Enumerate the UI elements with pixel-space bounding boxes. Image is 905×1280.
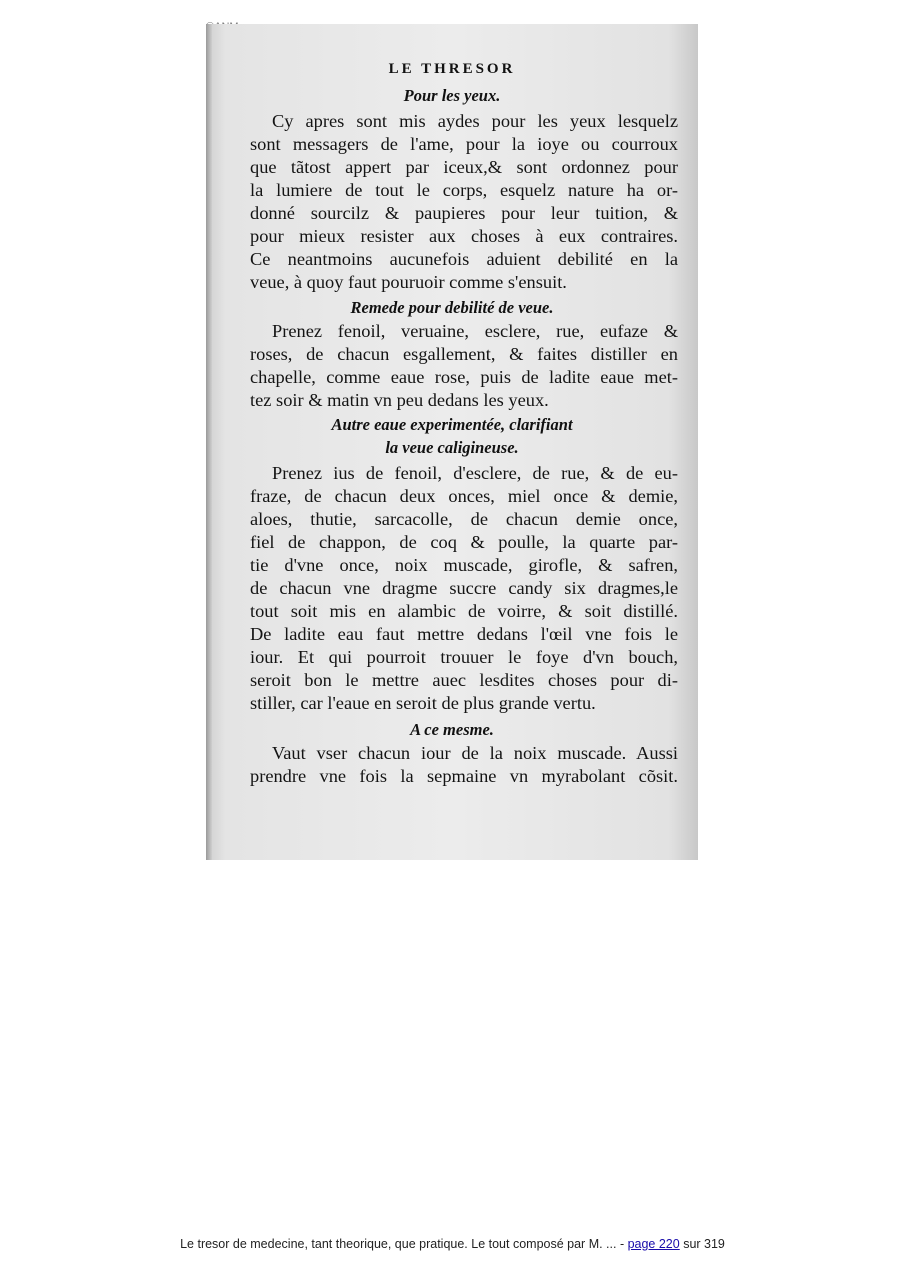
text-line: De ladite eau faut mettre dedans l'œil vne fois le (250, 624, 678, 644)
text-line: tie d'vne once, noix muscade, girofle, & safren, (250, 555, 678, 575)
text-line: Vaut vser chacun iour de la noix muscade. Aussi (272, 743, 678, 763)
text-line: tez soir & matin vn peu dedans les yeux. (250, 390, 549, 410)
text-line: pour mieux resister aux choses à eux contraires. (250, 226, 678, 246)
page-total: sur 319 (679, 1237, 725, 1251)
text-line: Cy apres sont mis aydes pour les yeux lesquelz (272, 111, 678, 131)
text-line: veue, à quoy faut pouruoir comme s'ensuit. (250, 272, 567, 292)
text-line: fiel de chappon, de coq & poulle, la quarte par- (250, 532, 678, 552)
text-line: de chacun vne dragme succre candy six dragmes,le (250, 578, 678, 598)
text-line: seroit bon le mettre auec lesdites choses pour di- (250, 670, 678, 690)
text-line: chapelle, comme eaue rose, puis de ladite eaue met- (250, 367, 678, 387)
text-line: donné sourcilz & paupieres pour leur tuition, & (250, 203, 678, 223)
text-line: stiller, car l'eaue en seroit de plus grande vertu. (250, 693, 596, 713)
section-heading-eyes: Pour les yeux. (403, 86, 501, 105)
footer-separator: - (616, 1237, 628, 1251)
page-link[interactable]: page 220 (627, 1237, 680, 1251)
running-head: LE THRESOR (388, 61, 516, 77)
section-heading-other-water-cont: la veue caligineuse. (385, 438, 519, 457)
text-line: Prenez ius de fenoil, d'esclere, de rue, & de eu- (272, 463, 678, 483)
text-line: que tãtost appert par iceux,& sont ordonnez pour (250, 157, 678, 177)
text-line: sont messagers de l'ame, pour la ioye ou courroux (250, 134, 678, 154)
text-line: iour. Et qui pourroit trouuer le foye d'vn bouch, (250, 647, 678, 667)
document-footer (0, 1237, 905, 1251)
section-heading-same: A ce mesme. (410, 720, 494, 739)
section-heading-other-water: Autre eaue experimentée, clarifiant (331, 415, 573, 434)
text-line: fraze, de chacun deux onces, miel once & demie, (250, 486, 678, 506)
document-title: Le tresor de medecine, tant theorique, que pratique. Le tout composé par M. ... (180, 1237, 617, 1251)
text-line: tout soit mis en alambic de voirre, & soit distillé. (250, 601, 678, 621)
text-line: Ce neantmoins aucunefois aduient debilité en la (250, 249, 678, 269)
text-line: roses, de chacun esgallement, & faites distiller en (250, 344, 678, 364)
scanned-page (206, 24, 698, 860)
text-line: aloes, thutie, sarcacolle, de chacun demie once, (250, 509, 678, 529)
text-line: prendre vne fois la sepmaine vn myrabolant cõsit. (250, 766, 678, 786)
text-line: la lumiere de tout le corps, esquelz nature ha or- (250, 180, 678, 200)
text-line: Prenez fenoil, veruaine, esclere, rue, eufaze & (272, 321, 678, 341)
section-heading-remedy: Remede pour debilité de veue. (350, 298, 554, 317)
